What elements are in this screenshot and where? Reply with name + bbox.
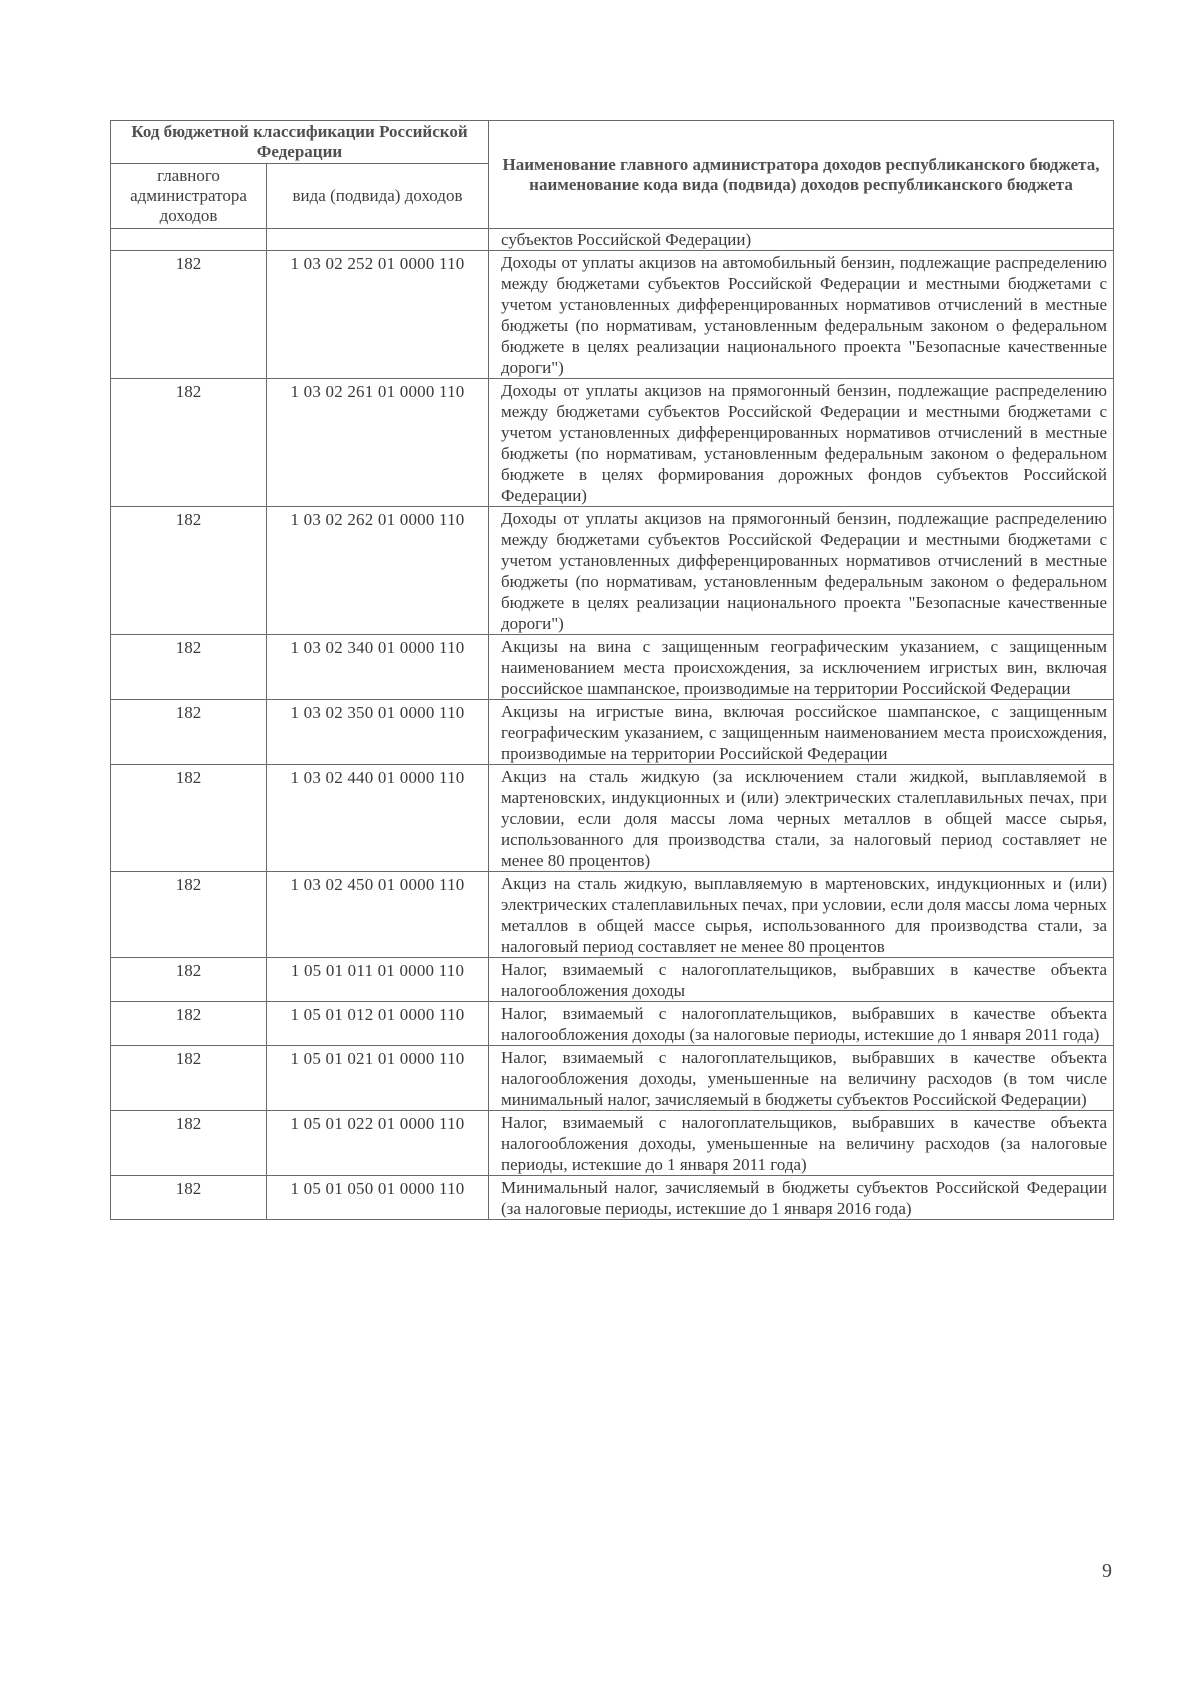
admin-cell: 182 [111,958,267,1002]
code-cell: 1 05 01 011 01 0000 110 [267,958,489,1002]
admin-cell: 182 [111,700,267,765]
table-row [111,1111,1114,1176]
code-column-header: вида (подвида) доходов [267,164,489,229]
code-cell: 1 03 02 350 01 0000 110 [267,700,489,765]
table-row [111,1176,1114,1220]
admin-column-header: главного администратора доходов [111,164,267,229]
table-row [111,765,1114,872]
admin-cell: 182 [111,1046,267,1111]
table-row [111,251,1114,379]
admin-cell: 182 [111,765,267,872]
code-cell: 1 05 01 022 01 0000 110 [267,1111,489,1176]
admin-cell: 182 [111,507,267,635]
code-cell: 1 05 01 012 01 0000 110 [267,1002,489,1046]
code-cell: 1 03 02 252 01 0000 110 [267,251,489,379]
name-cell: Налог, взимаемый с налогоплательщиков, выбравших в качестве объекта налогообложения доходы, уменьшенные на величину расходов (за налоговые периоды, истекшие до 1 января 2011 года) [489,1111,1114,1176]
admin-cell: 182 [111,379,267,507]
admin-cell: 182 [111,635,267,700]
name-cell: Минимальный налог, зачисляемый в бюджеты субъектов Российской Федерации (за налоговые периоды, истекшие до 1 января 2016 года) [489,1176,1114,1220]
table-row [111,635,1114,700]
admin-cell: 182 [111,251,267,379]
code-cell: 1 03 02 261 01 0000 110 [267,379,489,507]
table-header [111,121,1114,229]
name-cell: субъектов Российской Федерации) [489,229,1114,251]
budget-classification-table [110,120,1114,1220]
admin-cell: 182 [111,872,267,958]
code-cell [267,229,489,251]
code-cell: 1 05 01 021 01 0000 110 [267,1046,489,1111]
name-cell: Акцизы на вина с защищенным географическим указанием, с защищенным наименованием места происхождения, за исключением игристых вин, включая российское шампанское, производимые на территории Российской Федерации [489,635,1114,700]
code-cell: 1 03 02 440 01 0000 110 [267,765,489,872]
table-row [111,379,1114,507]
table-row [111,1002,1114,1046]
name-cell: Доходы от уплаты акцизов на прямогонный бензин, подлежащие распределению между бюджетами субъектов Российской Федерации и местными бюджетами с учетом установленных дифференцированных нормативов отчислений в местные бюджеты (по нормативам, установленным федеральным законом о федеральном бюджете в целях формирования дорожных фондов субъектов Российской Федерации) [489,379,1114,507]
table-row [111,507,1114,635]
admin-cell: 182 [111,1002,267,1046]
table-body [111,229,1114,1220]
name-cell: Налог, взимаемый с налогоплательщиков, выбравших в качестве объекта налогообложения доходы (за налоговые периоды, истекшие до 1 января 2011 года) [489,1002,1114,1046]
name-cell: Налог, взимаемый с налогоплательщиков, выбравших в качестве объекта налогообложения доходы [489,958,1114,1002]
code-cell: 1 05 01 050 01 0000 110 [267,1176,489,1220]
name-cell: Акциз на сталь жидкую, выплавляемую в мартеновских, индукционных и (или) электрических сталеплавильных печах, при условии, если доля массы лома черных металлов в общей массе сырья, использованного для производства стали, за налоговый период составляет не менее 80 процентов [489,872,1114,958]
continuation-row [111,229,1114,251]
name-cell: Акциз на сталь жидкую (за исключением стали жидкой, выплавляемой в мартеновских, индукционных и (или) электрических сталеплавильных печах, при условии, если доля массы лома черных металлов в общей массе сырья, использованного для производства стали, за налоговый период составляет не менее 80 процентов) [489,765,1114,872]
code-cell: 1 03 02 340 01 0000 110 [267,635,489,700]
table-row [111,700,1114,765]
name-cell: Доходы от уплаты акцизов на прямогонный бензин, подлежащие распределению между бюджетами субъектов Российской Федерации и местными бюджетами с учетом установленных дифференцированных нормативов отчислений в местные бюджеты (по нормативам, установленным федеральным законом о федеральном бюджете в целях реализации национального проекта "Безопасные качественные дороги") [489,507,1114,635]
admin-cell: 182 [111,1111,267,1176]
name-cell: Акцизы на игристые вина, включая российское шампанское, с защищенным географическим указанием, с защищенным наименованием места происхождения, производимые на территории Российской Федерации [489,700,1114,765]
table-row [111,872,1114,958]
admin-cell: 182 [111,1176,267,1220]
table-row [111,1046,1114,1111]
code-cell: 1 03 02 262 01 0000 110 [267,507,489,635]
code-cell: 1 03 02 450 01 0000 110 [267,872,489,958]
page-number: 9 [1102,1560,1112,1582]
name-column-header: Наименование главного администратора доходов республиканского бюджета, наименование кода вида (подвида) доходов республиканского бюджета [489,121,1114,229]
table-row [111,958,1114,1002]
name-cell: Доходы от уплаты акцизов на автомобильный бензин, подлежащие распределению между бюджетами субъектов Российской Федерации и местными бюджетами с учетом установленных дифференцированных нормативов отчислений в местные бюджеты (по нормативам, установленным федеральным законом о федеральном бюджете в целях реализации национального проекта "Безопасные качественные дороги") [489,251,1114,379]
name-cell: Налог, взимаемый с налогоплательщиков, выбравших в качестве объекта налогообложения доходы, уменьшенные на величину расходов (в том числе минимальный налог, зачисляемый в бюджеты субъектов Российской Федерации) [489,1046,1114,1111]
admin-cell [111,229,267,251]
kbk-group-header: Код бюджетной классификации Российской Федерации [111,121,489,164]
